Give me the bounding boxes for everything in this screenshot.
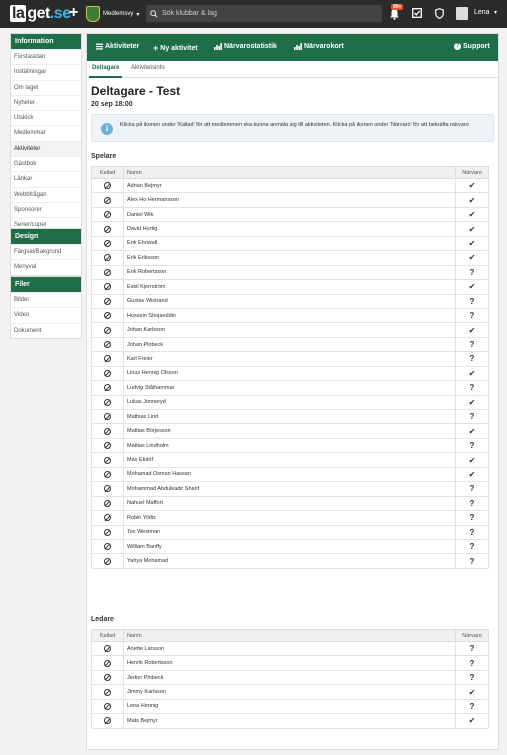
check-icon[interactable]: ✔ [468,181,476,191]
check-icon[interactable]: ✔ [468,426,476,436]
attendance-cell [456,554,489,568]
table-row [92,453,489,467]
called-cell [92,554,124,568]
table-row [92,337,489,351]
member-name: Mats Bejmyr [124,714,456,728]
member-name: Lukas Jonneryd [124,395,456,409]
member-name: Erik Eriksson [124,251,456,265]
attendance-cell [456,424,489,438]
table-row [92,539,489,553]
attendance-cell [456,395,489,409]
member-name: Linus Hennig Olsson [124,366,456,380]
sidebar-heading-files: Filer [11,277,81,292]
attendance-cell [456,511,489,525]
attendance-card-button[interactable]: Närvarokort [294,43,344,50]
attendance-cell [456,381,489,395]
check-icon[interactable]: ✔ [468,325,476,335]
check-icon[interactable]: ✔ [468,687,476,697]
attendance-cell [456,453,489,467]
unknown-icon[interactable]: ? [469,542,475,552]
not-called-icon[interactable] [104,384,111,391]
member-name: Jerker Plobeck [124,670,456,684]
attendance-cell [456,656,489,670]
check-icon[interactable]: ✔ [468,368,476,378]
called-cell [92,323,124,337]
help-icon: ? [455,43,460,49]
search-placeholder: Sök klubbar & lag [162,10,217,17]
member-name: Gustav Wistrand [124,294,456,308]
list-icon [96,43,103,50]
table-row [92,424,489,438]
attendance-cell [456,467,489,481]
table-row [92,699,489,713]
attendance-stats-button[interactable]: Närvarostatistik [214,43,277,50]
not-called-icon[interactable] [104,370,111,377]
page-title: Deltagare - Test [91,84,181,98]
attendance-cell [456,193,489,207]
sidebar-item[interactable]: Inställningar [11,64,81,79]
club-name: Medlemsvy [103,11,134,17]
member-name: Tex Westman [124,525,456,539]
bar-chart-icon [214,43,222,50]
activities-button[interactable]: Aktiviteter [96,43,139,50]
sidebar-item[interactable]: Förstasidan [11,49,81,64]
top-navbar [0,0,507,28]
table-row [92,366,489,380]
not-called-icon[interactable] [104,471,111,478]
not-called-icon[interactable] [104,717,111,724]
table-row [92,685,489,699]
member-name: Eskil Kjerrström [124,280,456,294]
not-called-icon[interactable] [104,413,111,420]
not-called-icon[interactable] [104,500,111,507]
leaders-table [91,629,489,729]
attendance-cell [456,714,489,728]
not-called-icon[interactable] [104,645,111,652]
col-called: Kallad [92,630,124,642]
not-called-icon[interactable] [104,240,111,247]
info-alert [91,114,494,142]
attendance-cell [456,496,489,510]
called-cell [92,294,124,308]
not-called-icon[interactable] [104,283,111,290]
member-name: Mattias Börjesson [124,424,456,438]
not-called-icon[interactable] [104,529,111,536]
unknown-icon[interactable]: ? [469,556,475,566]
called-cell [92,714,124,728]
called-cell [92,642,124,656]
bar-chart-icon [294,43,302,50]
table-row [92,294,489,308]
member-name: Mohamad Osman Hassan [124,467,456,481]
activity-toolbar [87,34,498,61]
not-called-icon[interactable] [104,457,111,464]
called-cell [92,656,124,670]
search-input[interactable] [146,5,382,22]
called-cell [92,222,124,236]
players-table [91,166,489,569]
called-cell [92,337,124,351]
sidebar-item[interactable]: Webbfrågan [11,187,81,202]
check-icon[interactable]: ✔ [468,195,476,205]
sidebar-item[interactable]: Aktiviteter [11,141,81,156]
sidebar-item[interactable]: Video [11,307,81,322]
table-row [92,308,489,322]
table-row [92,323,489,337]
attendance-cell [456,308,489,322]
member-name: Mohammad Abdulkadir Sharif [124,482,456,496]
called-cell [92,265,124,279]
players-heading: Spelare [91,153,117,160]
called-cell [92,438,124,452]
called-cell [92,496,124,510]
sidebar-item[interactable]: Om laget [11,80,81,95]
attendance-cell [456,222,489,236]
called-cell [92,453,124,467]
check-icon[interactable]: ✔ [468,210,476,220]
sidebar-item[interactable]: Medlemmar [11,125,81,140]
checklist-icon[interactable] [412,8,422,18]
not-called-icon[interactable] [104,485,111,492]
member-name: Ludvig Stålhammar [124,381,456,395]
sidebar-item[interactable]: Menyval [11,259,81,274]
search-icon [150,10,158,18]
attendance-cell [456,685,489,699]
attendance-cell [456,294,489,308]
called-cell [92,193,124,207]
member-name: Yahya Mohamad [124,554,456,568]
table-row [92,265,489,279]
not-called-icon[interactable] [104,355,111,362]
check-icon[interactable]: ✔ [468,282,476,292]
called-cell [92,539,124,553]
member-name: Hossein Shojaeddin [124,308,456,322]
not-called-icon[interactable] [104,197,111,204]
member-name: Adrian Bejmyr [124,179,456,193]
check-icon[interactable]: ✔ [468,253,476,263]
attendance-cell [456,179,489,193]
table-row [92,395,489,409]
club-badge-icon [86,6,100,22]
tab-participants[interactable]: Deltagare [92,65,120,71]
unknown-icon[interactable]: ? [469,673,475,683]
attendance-cell [456,438,489,452]
table-row [92,554,489,568]
attendance-cell [456,265,489,279]
unknown-icon[interactable]: ? [469,644,475,654]
member-name: Karl Freier [124,352,456,366]
attendance-cell [456,207,489,221]
member-name: Erik Ehnwall [124,236,456,250]
col-called: Kallad [92,167,124,179]
called-cell [92,685,124,699]
unknown-icon[interactable]: ? [469,412,475,422]
not-called-icon[interactable] [104,558,111,565]
main-panel [86,33,499,750]
table-row [92,656,489,670]
table-row [92,352,489,366]
attendance-cell [456,323,489,337]
member-name: David Hurtig [124,222,456,236]
not-called-icon[interactable] [104,428,111,435]
unknown-icon[interactable]: ? [469,296,475,306]
not-called-icon[interactable] [104,689,111,696]
not-called-icon[interactable] [104,312,111,319]
attendance-cell [456,366,489,380]
not-called-icon[interactable] [104,254,111,261]
check-icon[interactable]: ✔ [468,397,476,407]
col-attendance: Närvaro [456,167,489,179]
col-attendance: Närvaro [456,630,489,642]
notifications-button[interactable] [389,4,402,25]
not-called-icon[interactable] [104,211,111,218]
attendance-cell [456,251,489,265]
member-name: Lena Hennig [124,699,456,713]
table-row [92,207,489,221]
member-name: Nahuel Maffort [124,496,456,510]
sidebar-files [10,276,82,339]
subtabs [87,61,498,78]
user-name[interactable]: Lena [474,9,490,16]
called-cell [92,410,124,424]
member-name: Jimmy Karlsson [124,685,456,699]
support-button[interactable]: ? Support [455,43,490,50]
notification-badge: 99+ [393,4,402,10]
check-icon[interactable]: ✔ [468,238,476,248]
avatar-icon[interactable] [456,7,468,20]
sidebar-item[interactable]: Gästbok [11,156,81,171]
attendance-cell [456,352,489,366]
member-name: Robin Yildiz [124,511,456,525]
table-row [92,496,489,510]
member-name: Henrik Robertsson [124,656,456,670]
unknown-icon[interactable]: ? [469,441,475,451]
attendance-cell [456,525,489,539]
table-row [92,511,489,525]
called-cell [92,525,124,539]
attendance-cell [456,642,489,656]
table-row [92,193,489,207]
col-name: Namn [124,630,456,642]
table-row [92,410,489,424]
unknown-icon[interactable]: ? [469,513,475,523]
not-called-icon[interactable] [104,298,111,305]
sidebar-information [10,33,82,234]
member-name: Max Ekdöf [124,453,456,467]
member-name: Johan Plobeck [124,337,456,351]
not-called-icon[interactable] [104,341,111,348]
not-called-icon[interactable] [104,226,111,233]
not-called-icon[interactable] [104,182,111,189]
col-name: Namn [124,167,456,179]
table-row [92,525,489,539]
activity-date: 20 sep 18:00 [91,101,133,108]
not-called-icon[interactable] [104,442,111,449]
called-cell [92,482,124,496]
unknown-icon[interactable]: ? [469,527,475,537]
table-row [92,381,489,395]
table-row [92,222,489,236]
sidebar-heading-information: Information [11,34,81,49]
member-name: Mathias Lind [124,410,456,424]
table-row [92,670,489,684]
attendance-cell [456,482,489,496]
attendance-cell [456,699,489,713]
info-text: Klicka på ikonen under 'Kallad' för att medlemmen ska kunna anmäla sig till aktiviteten. Klicka på ikonen under 'Närvaro' för att bekräfta närvaro [120,122,469,128]
sidebar-item[interactable]: Länkar [11,171,81,186]
shield-icon[interactable] [435,8,444,19]
table-row [92,714,489,728]
check-icon[interactable]: ✔ [468,716,476,726]
called-cell [92,424,124,438]
called-cell [92,179,124,193]
called-cell [92,207,124,221]
member-name: Johan Karlsson [124,323,456,337]
unknown-icon[interactable]: ? [469,354,475,364]
unknown-icon[interactable]: ? [469,658,475,668]
check-icon[interactable]: ✔ [468,224,476,234]
laget-logo[interactable]: la get.se [12,5,71,22]
called-cell [92,236,124,250]
not-called-icon[interactable] [104,399,111,406]
called-cell [92,381,124,395]
sidebar-item[interactable]: Serier/cuper [11,217,81,232]
not-called-icon[interactable] [104,543,111,550]
called-cell [92,467,124,481]
called-cell [92,670,124,684]
table-row [92,467,489,481]
not-called-icon[interactable] [104,660,111,667]
info-icon: i [101,123,113,135]
attendance-cell [456,539,489,553]
sidebar-item[interactable]: Nyheter [11,95,81,110]
plus-icon: + [153,43,159,53]
sidebar-item[interactable]: Utskick [11,110,81,125]
not-called-icon[interactable] [104,269,111,276]
member-name: William Banffy [124,539,456,553]
plus-icon[interactable]: + [69,4,79,21]
sidebar-item[interactable]: Dokument [11,323,81,338]
called-cell [92,308,124,322]
sidebar-heading-design: Design [11,229,81,244]
unknown-icon[interactable]: ? [469,701,475,711]
table-row [92,438,489,452]
table-row [92,280,489,294]
sidebar-item[interactable]: Färgval/Bakgrund [11,244,81,259]
attendance-cell [456,410,489,424]
club-switcher[interactable] [86,6,139,22]
unknown-icon[interactable]: ? [469,311,475,321]
called-cell [92,699,124,713]
table-row [92,179,489,193]
chevron-down-icon: ▾ [136,11,140,18]
check-icon[interactable]: ✔ [468,469,476,479]
called-cell [92,395,124,409]
check-icon[interactable]: ✔ [468,455,476,465]
called-cell [92,511,124,525]
not-called-icon[interactable] [104,327,111,334]
unknown-icon[interactable]: ? [469,267,475,277]
unknown-icon[interactable]: ? [469,340,475,350]
attendance-cell [456,337,489,351]
new-activity-button[interactable]: + Ny aktivitet [153,43,198,53]
member-name: Mattias Lindholm [124,438,456,452]
tab-activity-info[interactable]: Aktivitetsinfo [131,65,165,71]
sidebar-design [10,228,82,276]
called-cell [92,251,124,265]
unknown-icon[interactable]: ? [469,498,475,508]
called-cell [92,366,124,380]
called-cell [92,280,124,294]
not-called-icon[interactable] [104,703,111,710]
member-name: Daniel Wik [124,207,456,221]
table-row [92,642,489,656]
unknown-icon[interactable]: ? [469,383,475,393]
attendance-cell [456,280,489,294]
sidebar-item[interactable]: Bilder [11,292,81,307]
table-row [92,251,489,265]
not-called-icon[interactable] [104,514,111,521]
member-name: Anette Larsson [124,642,456,656]
sidebar-item[interactable]: Sponsorer [11,202,81,217]
table-row [92,482,489,496]
called-cell [92,352,124,366]
member-name: Erik Robertsson [124,265,456,279]
leaders-heading: Ledare [91,616,114,623]
member-name: Alex Ho Hermansson [124,193,456,207]
unknown-icon[interactable]: ? [469,484,475,494]
attendance-cell [456,670,489,684]
chevron-down-icon[interactable]: ▾ [494,10,498,16]
table-row [92,236,489,250]
not-called-icon[interactable] [104,674,111,681]
attendance-cell [456,236,489,250]
